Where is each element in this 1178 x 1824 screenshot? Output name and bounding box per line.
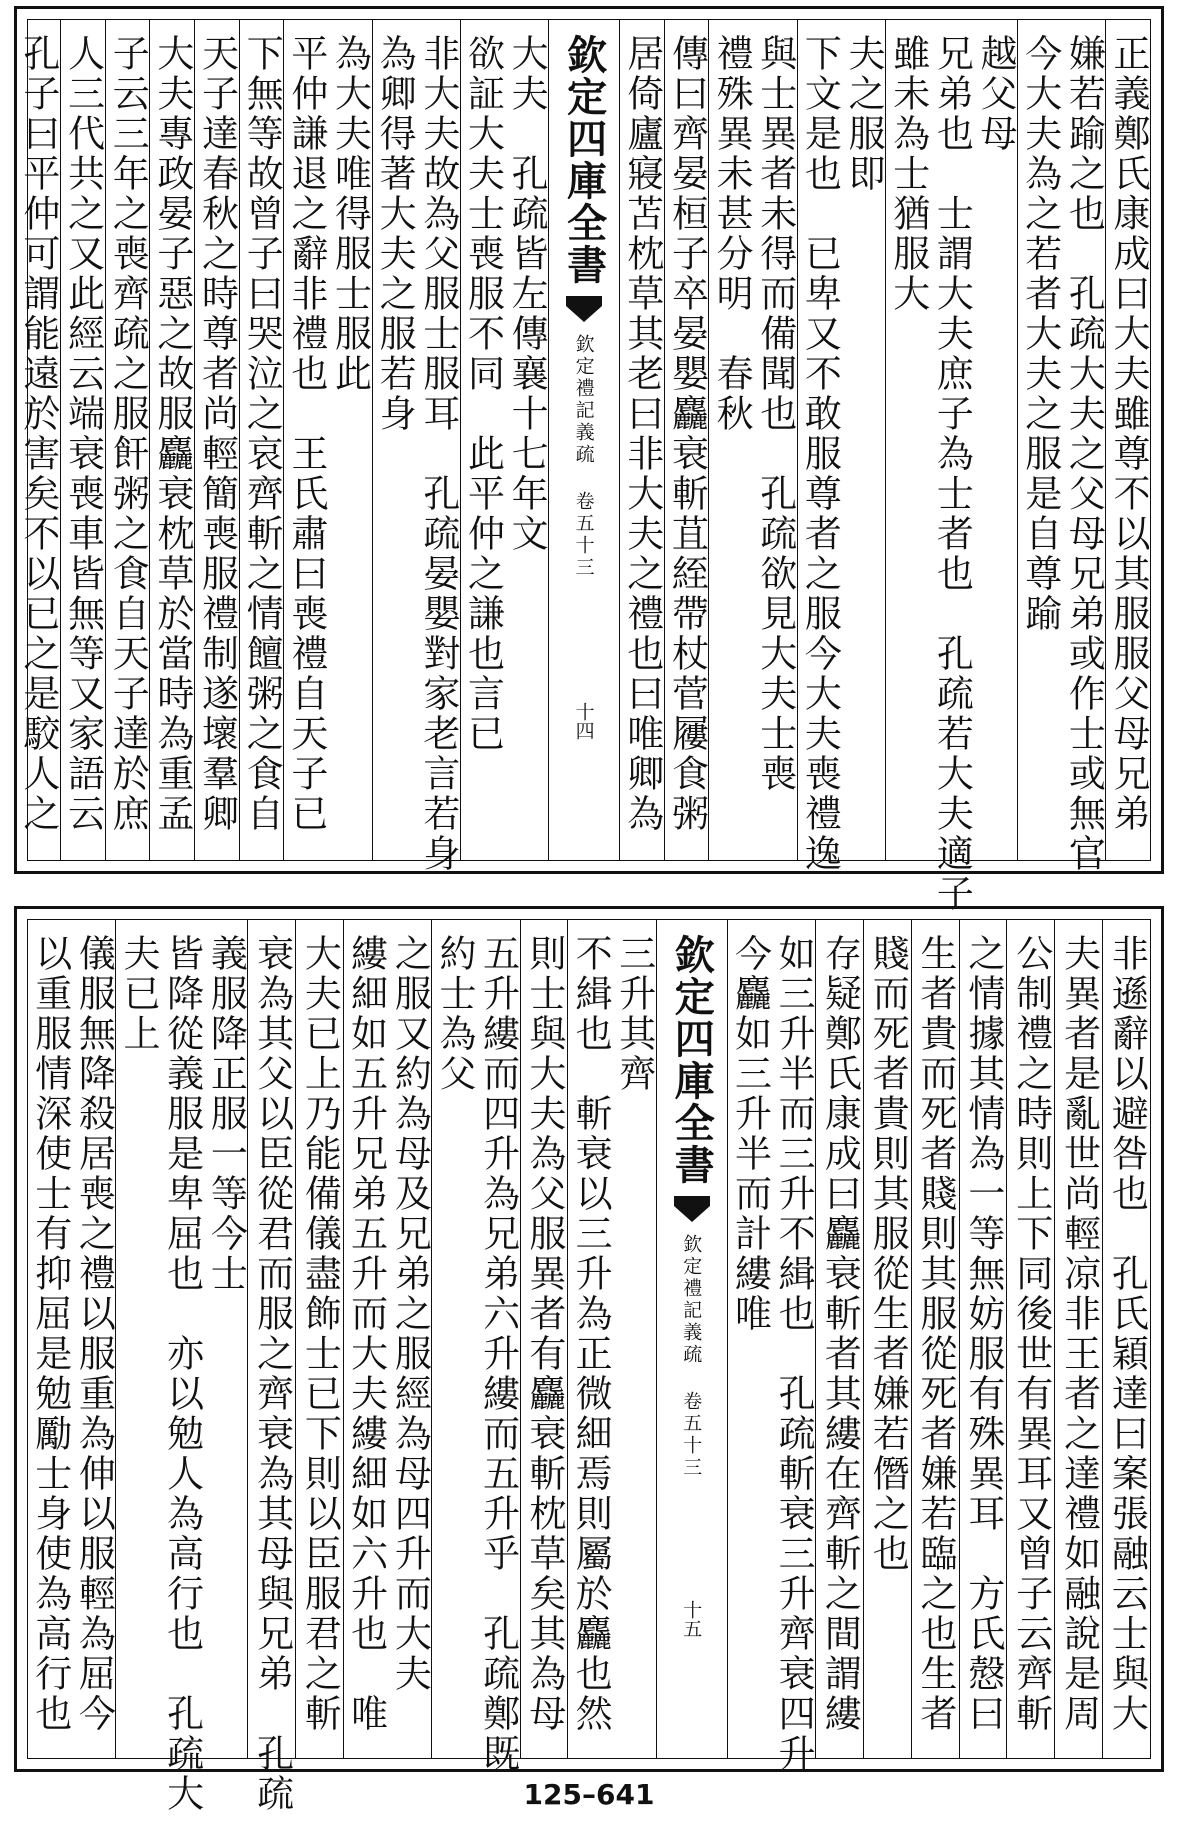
text-column [797,20,886,874]
column-text: 與士異者未得而備聞也 孔疏欲見大夫士喪 禮殊異未甚分明 春秋 [710,34,797,794]
text-column [1006,920,1054,1758]
column-text: 非遜辭以避咎也 孔氏穎達曰案張融云士與大 [1105,934,1149,1734]
text-column [295,920,343,1758]
column-text: 生者貴而死者賤則其服從死者嫌若臨之也生者 [914,934,958,1734]
text-column [885,20,1018,914]
column-text: 居倚廬寢苫枕草其老曰非大夫之禮也曰唯卿為 [620,34,664,834]
column-text: 之服又約為母及兄弟之服經為母四升而大夫 縷細如五升兄弟五升而大夫縷細如六升也 唯 [344,934,432,1734]
text-column [567,920,655,1758]
column-text: 儀服無降殺居喪之禮以服重為伸以服輕為屈今 以重服情深使士有抑屈是勉勵士身使為高行也 [28,934,116,1734]
leaf-number: 十五 [680,1600,703,1638]
top-page-columns [16,19,1151,914]
center-fold-strip [548,20,619,860]
column-text: 越父母 兄弟也 士謂大夫庶子為士者也 孔疏若大夫適子 雖未為士猶服大 [886,34,1018,914]
text-column [1017,20,1106,874]
column-text: 賤而死者貴則其服從生者嫌若僭之也 [866,934,910,1574]
text-column [115,920,248,1814]
book-title: 欽定四庫全書 [668,934,716,1186]
column-text: 為大夫唯得服士服此 平仲謙退之辭非禮也 王氏肅曰喪禮自天子已 [284,34,372,834]
text-column [16,20,60,860]
book-title: 欽定四庫全書 [560,34,608,286]
fish-tail-mark-icon [674,1196,710,1224]
column-text: 大夫專政晏子惡之故服麤衰枕草於當時為重孟 [150,34,194,834]
column-text: 義服降正服一等今士 皆降從義服是卑屈也 亦以勉人為高行也 孔疏大 夫已上 [117,934,248,1814]
column-text: 孔子曰平仲可謂能遠於害矣不以已之是駮人之 [16,34,60,834]
column-text: 公制禮之時則上下同後世有異耳又曾子云齊斬 [1009,934,1053,1734]
column-text: 正義鄭氏康成曰大夫雖尊不以其服服父母兄弟 [1107,34,1150,834]
text-column [239,20,284,860]
column-text: 傳曰齊晏桓子卒晏嬰麤衰斬苴絰帶杖菅屨食粥 [665,34,709,834]
volume-label: 欽定禮記義疏 卷五十三 [572,334,595,579]
column-text: 如三升半而三升不緝也 孔疏斬衰三升齊衰四升 今麤如三升半而計縷唯 [728,934,816,1774]
text-column [959,920,1007,1758]
page-reference: 125–641 [523,1778,655,1811]
column-text: 夫異者是亂世尚輕凉非王者之達禮如融說是周 [1057,934,1101,1734]
text-column [283,20,371,860]
text-column [343,920,431,1758]
column-text: 下無等故曾子曰哭泣之哀齊斬之情饘粥之食自 [240,34,284,834]
text-column [105,20,150,860]
column-text: 存疑鄭氏康成曰麤衰斬者其縷在齊斬之間謂縷 [818,934,862,1734]
text-column [372,20,460,874]
text-column [460,20,548,860]
text-column [619,20,664,860]
column-text: 之情據其情為一等無妨服有殊異耳 方氏慤曰 [961,934,1005,1734]
text-column [664,20,709,860]
column-text: 嫌若踰之也 孔疏大夫之父母兄弟或作士或無官 今大夫為之若者大夫之服是自尊踰 [1018,34,1106,874]
text-column [727,920,816,1774]
text-column [911,920,959,1758]
column-text: 非大夫故為父服士服耳 孔疏晏嬰對家老言若身 為卿得著大夫之服若身 [373,34,460,874]
text-column [28,920,115,1758]
text-column [431,920,520,1774]
text-column [1054,920,1102,1758]
column-text: 子云三年之喪齊疏之服飦粥之食自天子達於庶 [106,34,150,834]
text-column [194,20,239,860]
text-column [60,20,105,860]
text-column [1105,20,1150,860]
column-text: 五升縷而四升為兄弟六升縷而五升乎 孔疏鄭既 約士為父 [432,934,520,1774]
column-text: 天子達春秋之時尊者尚輕簡喪服禮制遂壞羣卿 [195,34,239,834]
column-text: 人三代共之又此經云端衰喪車皆無等又家語云 [61,34,105,834]
text-column [708,20,796,860]
text-column [149,20,194,860]
text-column [247,920,295,1814]
text-column [1102,920,1150,1758]
volume-label: 欽定禮記義疏 卷五十三 [680,1234,703,1479]
text-column [520,920,568,1758]
fish-tail-mark-icon [566,296,602,324]
column-text: 夫之服即 下文是也 已卑又不敢服尊者之服今大夫喪禮逸 [798,34,886,874]
column-text: 衰為其父以臣從君而服之齊衰為其母與兄弟 孔疏 [250,934,294,1814]
center-fold-strip [656,920,727,1758]
top-page [14,6,1164,914]
text-column [815,920,863,1758]
column-text: 則士與大夫為父服異者有麤衰斬枕草矣其為母 [522,934,566,1734]
text-column [863,920,911,1758]
column-text: 三升其齊 不緝也 斬衰以三升為正微細焉則屬於麤也然 [569,934,656,1734]
column-text: 大夫已上乃能備儀盡飾士已下則以臣服君之斬 [298,934,342,1734]
column-text: 大夫 孔疏皆左傳襄十七年文 欲証大夫士喪服不同 此平仲之謙也言已 [461,34,549,754]
leaf-number: 十四 [572,702,595,740]
